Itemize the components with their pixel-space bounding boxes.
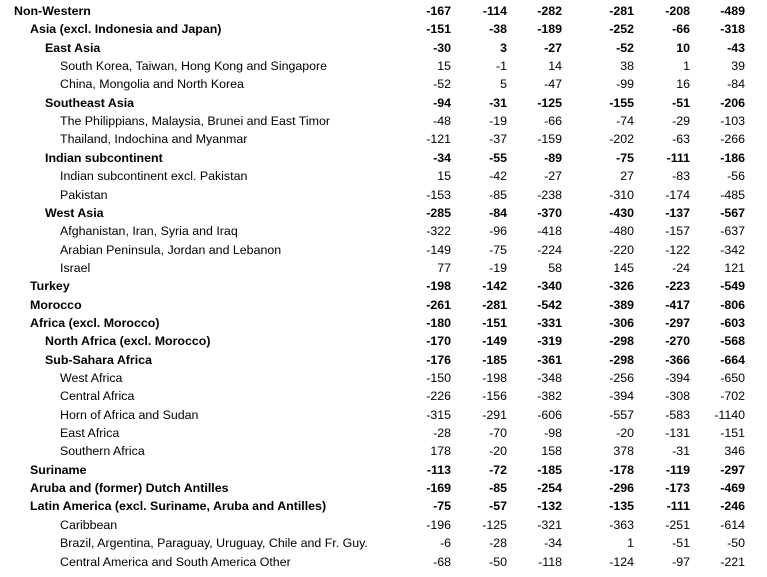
cell-value: -298 [609,352,634,367]
cell-value: -47 [544,77,562,92]
cell-value: -30 [433,40,451,55]
cell-value: 38 [620,59,634,74]
cell-value: 39 [731,59,745,74]
cell-value: -282 [537,4,562,18]
cell-value: -202 [609,132,634,147]
cell-value: -137 [665,205,690,220]
cell-value: -170 [426,334,451,349]
cell-value: -42 [489,169,507,184]
cell-value: -52 [433,77,451,92]
cell-value: 3 [500,40,507,55]
cell-value: -111 [666,499,690,514]
cell-value: -151 [426,22,451,37]
cell-value: -124 [609,554,634,569]
cell-value: -246 [720,499,745,514]
cell-value: 58 [548,260,562,275]
cell-value: -34 [433,150,451,165]
cell-value: -131 [665,426,690,441]
table-row [0,75,767,93]
table-row [0,167,767,185]
cell-value: 15 [437,59,451,74]
cell-value: -361 [537,352,562,367]
table-row [0,534,767,552]
cell-value: -57 [489,499,507,514]
cell-value: -664 [720,352,745,367]
cell-value: 5 [500,77,507,92]
cell-value: -20 [489,444,507,459]
cell-value: -94 [433,95,451,110]
row-label: China, Mongolia and North Korea [60,77,244,92]
cell-value: -366 [665,352,690,367]
cell-value: 178 [430,444,451,459]
row-label: Central America and South America Other [60,554,291,569]
cell-value: -542 [537,297,562,312]
row-label: Africa (excl. Morocco) [30,315,160,330]
cell-value: -394 [609,389,634,404]
cell-value: -418 [537,224,562,239]
cell-value: -125 [482,517,507,532]
cell-value: -63 [672,132,690,147]
cell-value: -50 [727,536,745,551]
row-label: Indian subcontinent [45,150,163,165]
cell-value: -224 [537,242,562,257]
cell-value: -568 [720,334,745,349]
cell-value: -31 [672,444,690,459]
table-row [0,94,767,112]
row-label: Thailand, Indochina and Myanmar [60,132,248,147]
cell-value: -261 [426,297,451,312]
cell-value: -326 [609,279,634,294]
table-row [0,259,767,277]
cell-value: -103 [720,114,745,129]
row-label: Suriname [30,462,87,477]
cell-value: -702 [720,389,745,404]
row-label: East Africa [60,426,120,441]
cell-value: -310 [609,187,634,202]
table-row [0,130,767,148]
cell-value: 1 [627,536,634,551]
cell-value: -157 [665,224,690,239]
cell-value: -52 [616,40,634,55]
cell-value: -113 [426,462,451,477]
cell-value: -155 [609,95,634,110]
cell-value: -321 [537,517,562,532]
cell-value: -394 [665,371,690,385]
cell-value: -281 [482,297,507,312]
cell-value: -298 [609,334,634,349]
cell-value: -85 [489,187,507,202]
cell-value: -38 [489,22,507,37]
table-row [0,442,767,460]
cell-value: -220 [609,242,634,257]
cell-value: -48 [433,114,451,129]
cell-value: -637 [720,224,745,239]
cell-value: 15 [437,169,451,184]
cell-value: -370 [537,205,562,220]
cell-value: -296 [609,481,634,496]
cell-value: -34 [544,536,562,551]
table-row [0,204,767,222]
cell-value: -84 [489,205,507,220]
table-row [0,351,767,369]
cell-value: 158 [541,444,562,459]
cell-value: -84 [727,77,745,92]
row-label: Central Africa [60,389,135,404]
cell-value: -266 [720,132,745,147]
cell-value: -75 [489,242,507,257]
cell-value: -132 [537,499,562,514]
row-label: Aruba and (former) Dutch Antilles [30,481,229,496]
cell-value: -178 [609,462,634,477]
cell-value: -98 [544,426,562,441]
cell-value: -50 [489,554,507,569]
cell-value: -56 [727,169,745,184]
cell-value: -97 [672,554,690,569]
cell-value: -55 [489,150,507,165]
cell-value: -221 [720,554,745,569]
cell-value: -281 [609,4,634,18]
cell-value: -285 [426,205,451,220]
cell-value: 121 [724,260,745,275]
table-row [0,20,767,38]
cell-value: -340 [537,279,562,294]
row-label: The Philippians, Malaysia, Brunei and East Timor [60,114,330,129]
cell-value: -29 [672,114,690,129]
cell-value: -156 [482,389,507,404]
cell-value: -1140 [714,407,745,422]
cell-value: -74 [616,114,634,129]
cell-value: -31 [489,95,507,110]
table-row [0,2,767,20]
cell-value: -151 [482,315,507,330]
cell-value: -650 [720,371,745,385]
cell-value: -196 [426,517,451,532]
cell-value: -66 [672,22,690,37]
cell-value: -331 [537,315,562,330]
cell-value: -75 [433,499,451,514]
table-row [0,369,767,387]
cell-value: -28 [489,536,507,551]
cell-value: -149 [426,242,451,257]
cell-value: -135 [609,499,634,514]
cell-value: -176 [426,352,451,367]
cell-value: -159 [537,132,562,147]
cell-value: -208 [665,4,690,18]
cell-value: -185 [482,352,507,367]
table-row [0,332,767,350]
cell-value: -198 [426,279,451,294]
cell-value: -111 [666,150,690,165]
row-label: Israel [60,260,91,275]
row-label: Asia (excl. Indonesia and Japan) [30,22,222,37]
cell-value: -297 [665,315,690,330]
cell-value: 14 [548,59,562,74]
cell-value: -51 [672,95,690,110]
table-row [0,497,767,515]
cell-value: -1 [495,59,507,74]
cell-value: -70 [489,426,507,441]
cell-value: -315 [426,407,451,422]
row-label: Horn of Africa and Sudan [60,407,199,422]
cell-value: -28 [433,426,451,441]
cell-value: -251 [665,517,690,532]
cell-value: -322 [426,224,451,239]
row-label: Afghanistan, Iran, Syria and Iraq [60,224,238,239]
cell-value: -19 [489,260,507,275]
cell-value: -198 [482,371,507,385]
row-label: South Korea, Taiwan, Hong Kong and Singapore [60,59,328,74]
cell-value: -308 [665,389,690,404]
table-row [0,516,767,534]
cell-value: -342 [720,242,745,257]
cell-value: -318 [720,22,745,37]
cell-value: -417 [665,297,690,312]
cell-value: 27 [620,169,634,184]
row-label: Turkey [30,279,70,294]
cell-value: -122 [665,242,690,257]
cell-value: -114 [482,4,507,18]
row-label: Indian subcontinent excl. Pakistan [60,169,248,184]
cell-value: -480 [609,224,634,239]
row-label: West Asia [45,205,104,220]
cell-value: -306 [609,315,634,330]
cell-value: -223 [665,279,690,294]
cell-value: -254 [537,481,562,496]
table-row [0,241,767,259]
cell-value: -614 [720,517,745,532]
cell-value: -51 [672,536,690,551]
row-label: Southeast Asia [45,95,135,110]
cell-value: -125 [537,95,562,110]
cell-value: -19 [489,114,507,129]
cell-value: -99 [616,77,634,92]
table-row [0,112,767,130]
cell-value: -180 [426,315,451,330]
cell-value: -119 [665,462,690,477]
table-row [0,314,767,332]
cell-value: -348 [537,371,562,385]
cell-value: -151 [720,426,745,441]
cell-value: -66 [544,114,562,129]
cell-value: -185 [537,462,562,477]
cell-value: -567 [720,205,745,220]
cell-value: -256 [609,371,634,385]
cell-value: -83 [672,169,690,184]
cell-value: -167 [426,4,451,18]
cell-value: -150 [426,371,451,385]
table-row [0,149,767,167]
table-row [0,461,767,479]
cell-value: -173 [665,481,690,496]
table-row [0,39,767,57]
cell-value: -252 [609,22,634,37]
cell-value: -226 [426,389,451,404]
cell-value: -606 [537,407,562,422]
cell-value: -43 [727,40,745,55]
cell-value: -24 [672,260,690,275]
cell-value: -85 [489,481,507,496]
table-row [0,424,767,442]
row-label: Brazil, Argentina, Paraguay, Uruguay, Chile and Fr. Guy. [60,536,368,551]
cell-value: -430 [609,205,634,220]
row-label: Southern Africa [60,444,145,459]
cell-value: -485 [720,187,745,202]
cell-value: 77 [437,260,451,275]
row-label: Morocco [30,297,82,312]
cell-value: 16 [676,77,690,92]
row-label: Caribbean [60,517,118,532]
row-label: East Asia [45,40,101,55]
cell-value: -72 [489,462,507,477]
cell-value: -238 [537,187,562,202]
cell-value: -121 [426,132,451,147]
cell-value: -583 [665,407,690,422]
cell-value: 378 [613,444,634,459]
cell-value: -186 [720,150,745,165]
cell-value: -6 [439,536,451,551]
cell-value: -27 [544,40,562,55]
cell-value: -89 [544,150,562,165]
cell-value: -189 [537,22,562,37]
row-label: Sub-Sahara Africa [45,352,152,367]
cell-value: 346 [724,444,745,459]
cell-value: -174 [665,187,690,202]
cell-value: -549 [720,279,745,294]
cell-value: 145 [613,260,634,275]
cell-value: -153 [426,187,451,202]
cell-value: -363 [609,517,634,532]
table-row [0,296,767,314]
table-row [0,277,767,295]
cell-value: 10 [676,40,690,55]
cell-value: -382 [537,389,562,404]
row-label: Arabian Peninsula, Jordan and Lebanon [60,242,282,257]
table-row [0,553,767,571]
cell-value: -557 [609,407,634,422]
row-label: West Africa [60,371,123,385]
cell-value: -469 [720,481,745,496]
cell-value: -118 [538,554,562,569]
row-label: Latin America (excl. Suriname, Aruba and Antilles) [30,499,327,514]
cell-value: 1 [683,59,690,74]
table-row [0,222,767,240]
cell-value: -206 [720,95,745,110]
row-label: North Africa (excl. Morocco) [45,334,211,349]
table-row [0,57,767,75]
cell-value: -96 [489,224,507,239]
cell-value: -75 [616,150,634,165]
row-label: Non-Western [14,4,91,18]
cell-value: -489 [720,4,745,18]
table-row [0,387,767,405]
table-row [0,186,767,204]
cell-value: -142 [482,279,507,294]
table-row [0,479,767,497]
cell-value: -27 [544,169,562,184]
cell-value: -270 [665,334,690,349]
cell-value: -37 [489,132,507,147]
cell-value: -291 [482,407,507,422]
cell-value: -806 [720,297,745,312]
cell-value: -603 [720,315,745,330]
cell-value: -297 [720,462,745,477]
row-label: Pakistan [60,187,108,202]
cell-value: -68 [433,554,451,569]
cell-value: -389 [609,297,634,312]
cell-value: -20 [616,426,634,441]
table-row [0,406,767,424]
cell-value: -319 [537,334,562,349]
cell-value: -149 [482,334,507,349]
cell-value: -169 [426,481,451,496]
